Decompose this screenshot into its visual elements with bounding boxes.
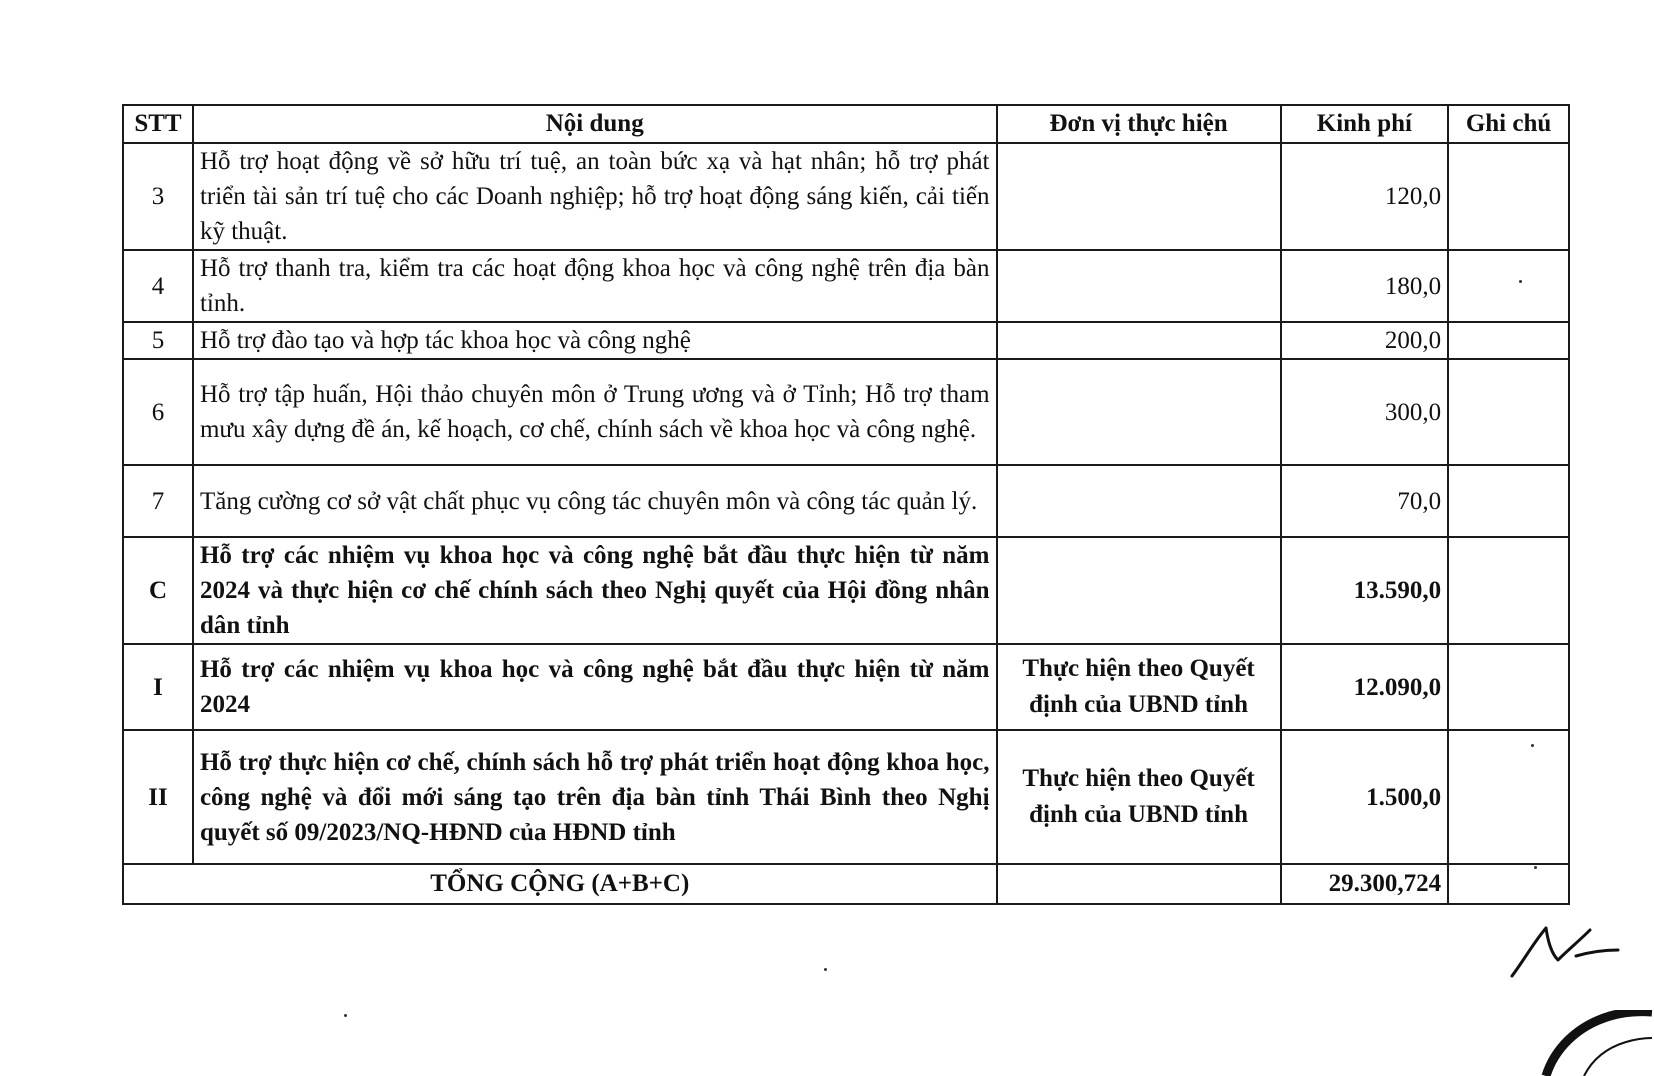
row-unit: Thực hiện theo Quyết định của UBND tỉnh [997,730,1281,864]
row-cost: 13.590,0 [1281,537,1448,644]
row-cost: 180,0 [1281,250,1448,322]
table-row [123,143,1569,250]
header-content: Nội dung [193,105,997,143]
header-cost: Kinh phí [1281,105,1448,143]
row-unit [997,250,1281,322]
header-note: Ghi chú [1448,105,1569,143]
row-unit [997,465,1281,537]
row-stt: I [123,644,193,730]
budget-table [122,104,1570,905]
row-stt: 7 [123,465,193,537]
row-cost: 1.500,0 [1281,730,1448,864]
header-stt: STT [123,105,193,143]
row-unit [997,322,1281,359]
scan-speck [824,968,827,971]
row-content: Hỗ trợ tập huấn, Hội thảo chuyên môn ở Trung ương và ở Tỉnh; Hỗ trợ tham mưu xây dựng đề án, kế hoạch, cơ chế, chính sách về khoa học và công nghệ. [193,359,997,465]
row-unit: Thực hiện theo Quyết định của UBND tỉnh [997,644,1281,730]
row-cost: 120,0 [1281,143,1448,250]
total-row [123,864,1569,904]
row-content: Tăng cường cơ sở vật chất phục vụ công tác chuyên môn và công tác quản lý. [193,465,997,537]
signature-initial-mark [1510,920,1620,980]
table-row [123,730,1569,864]
row-stt: 4 [123,250,193,322]
row-note [1448,359,1569,465]
scan-speck [1534,866,1537,869]
row-cost: 200,0 [1281,322,1448,359]
row-content: Hỗ trợ thực hiện cơ chế, chính sách hỗ trợ phát triển hoạt động khoa học, công nghệ và đổi mới sáng tạo trên địa bàn tỉnh Thái Bình theo Nghị quyết số 09/2023/NQ-HĐND của HĐND tỉnh [193,730,997,864]
row-note [1448,143,1569,250]
row-note [1448,465,1569,537]
row-note [1448,322,1569,359]
row-stt: II [123,730,193,864]
row-cost: 12.090,0 [1281,644,1448,730]
row-unit [997,143,1281,250]
row-stt: 3 [123,143,193,250]
row-stt: C [123,537,193,644]
total-unit [997,864,1281,904]
table-row [123,537,1569,644]
table-row [123,322,1569,359]
total-label: TỔNG CỘNG (A+B+C) [123,864,997,904]
row-content: Hỗ trợ đào tạo và hợp tác khoa học và công nghệ [193,322,997,359]
table-row [123,465,1569,537]
row-unit [997,359,1281,465]
row-note [1448,644,1569,730]
row-note [1448,250,1569,322]
row-cost: 300,0 [1281,359,1448,465]
table-row [123,359,1569,465]
row-content: Hỗ trợ hoạt động về sở hữu trí tuệ, an toàn bức xạ và hạt nhân; hỗ trợ phát triển tài sản trí tuệ cho các Doanh nghiệp; hỗ trợ hoạt động sáng kiến, cải tiến kỹ thuật. [193,143,997,250]
table-row [123,644,1569,730]
row-cost: 70,0 [1281,465,1448,537]
table-row [123,250,1569,322]
row-unit [997,537,1281,644]
row-stt: 6 [123,359,193,465]
scan-speck [1519,280,1522,283]
row-stt: 5 [123,322,193,359]
scan-speck [344,1014,347,1017]
row-note [1448,537,1569,644]
table-header-row [123,105,1569,143]
total-note [1448,864,1569,904]
row-note [1448,730,1569,864]
scan-speck [1531,744,1534,747]
header-unit: Đơn vị thực hiện [997,105,1281,143]
row-content: Hỗ trợ các nhiệm vụ khoa học và công nghệ bắt đầu thực hiện từ năm 2024 [193,644,997,730]
seal-stamp-fragment [1540,1010,1654,1076]
row-content: Hỗ trợ thanh tra, kiểm tra các hoạt động khoa học và công nghệ trên địa bàn tỉnh. [193,250,997,322]
total-cost: 29.300,724 [1281,864,1448,904]
row-content: Hỗ trợ các nhiệm vụ khoa học và công nghệ bắt đầu thực hiện từ năm 2024 và thực hiện cơ chế chính sách theo Nghị quyết của Hội đồng nhân dân tỉnh [193,537,997,644]
